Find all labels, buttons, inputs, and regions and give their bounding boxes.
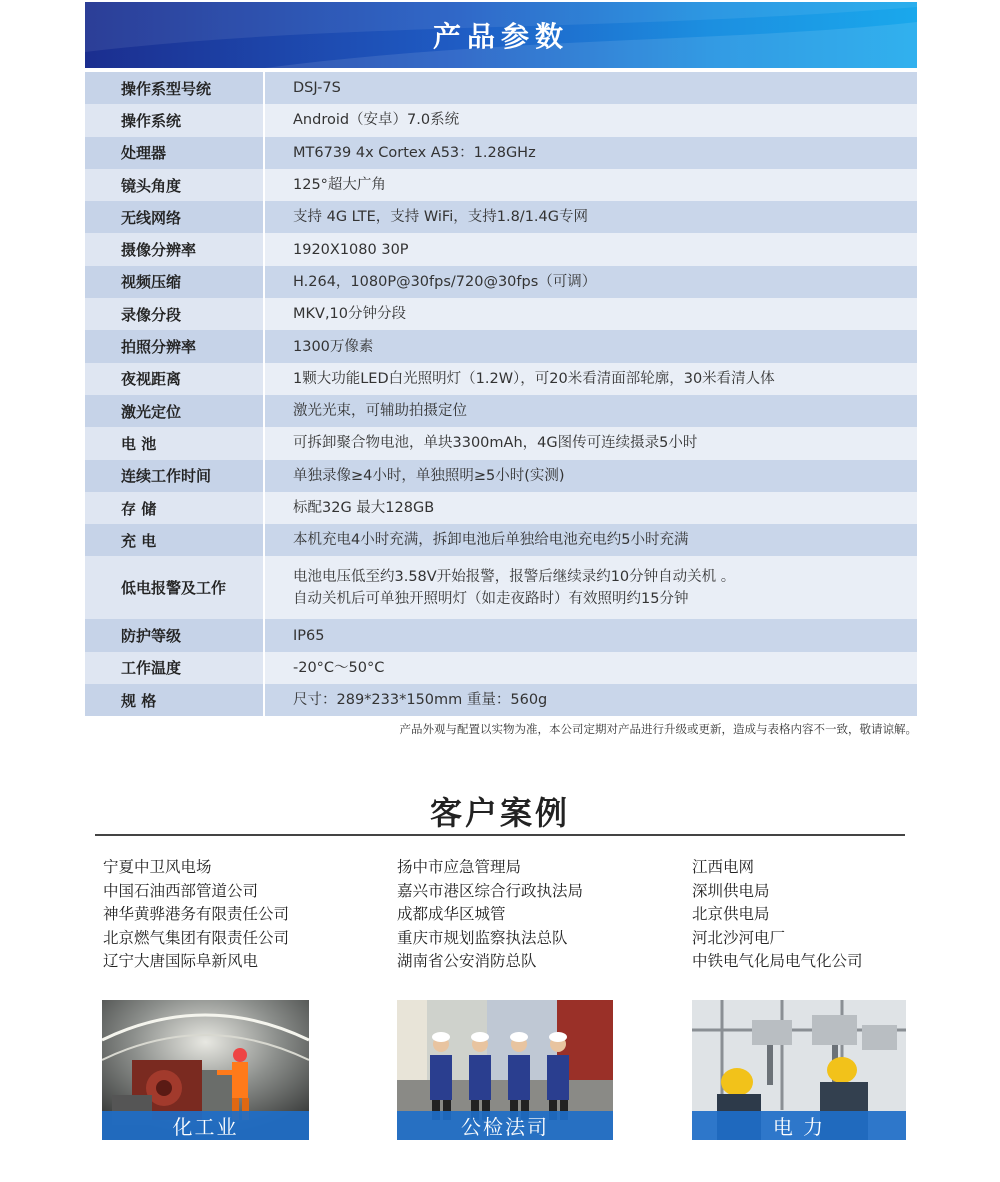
spec-row	[85, 169, 917, 201]
spec-value	[265, 395, 917, 427]
spec-value-line: DSJ-7S	[293, 80, 341, 97]
spec-label: 激光定位	[85, 395, 265, 427]
spec-value	[265, 298, 917, 330]
spec-value	[265, 460, 917, 492]
spec-value	[265, 427, 917, 459]
spec-row	[85, 427, 917, 459]
case-card-law	[397, 1000, 613, 1140]
spec-value-line: MKV,10分钟分段	[293, 306, 406, 323]
spec-value-line: 自动关机后可单独开照明灯（如走夜路时）有效照明约15分钟	[293, 590, 689, 607]
case-item: 中铁电气化局电气化公司	[692, 952, 863, 970]
spec-row	[85, 619, 917, 651]
case-item: 中国石油西部管道公司	[103, 881, 259, 900]
spec-value-line: 单独录像≥4小时，单独照明≥5小时(实测)	[293, 467, 565, 484]
spec-value-line: 尺寸：289*233*150mm 重量：560g	[293, 692, 548, 709]
params-title: 产品参数	[432, 20, 569, 53]
spec-value	[265, 684, 917, 716]
case-item: 扬中市应急管理局	[397, 858, 522, 876]
spec-label: 摄像分辨率	[85, 233, 265, 265]
case-item: 深圳供电局	[692, 881, 770, 900]
spec-label: 防护等级	[85, 619, 265, 651]
case-column-1	[103, 856, 289, 974]
spec-value-line: 1920X1080 30P	[293, 241, 409, 258]
spec-value-line: 1300万像素	[293, 338, 374, 355]
spec-row	[85, 201, 917, 233]
spec-value-line: Android（安卓）7.0系统	[293, 112, 460, 129]
spec-value	[265, 233, 917, 265]
spec-value	[265, 201, 917, 233]
spec-value-line: 可拆卸聚合物电池，单块3300mAh，4G图传可连续摄录5小时	[293, 435, 698, 452]
case-item: 北京燃气集团有限责任公司	[103, 928, 290, 947]
spec-row	[85, 492, 917, 524]
spec-row	[85, 298, 917, 330]
spec-label: 工作温度	[85, 652, 265, 684]
case-card-chemical	[102, 1000, 309, 1140]
cases-divider	[95, 834, 905, 836]
spec-table	[85, 72, 917, 716]
spec-value	[265, 363, 917, 395]
params-header	[85, 2, 917, 68]
spec-value	[265, 137, 917, 169]
spec-value-line: 标配32G 最大128GB	[293, 500, 435, 516]
case-item: 湖南省公安消防总队	[397, 952, 537, 970]
spec-value	[265, 330, 917, 362]
spec-row	[85, 363, 917, 395]
spec-row	[85, 330, 917, 362]
spec-label: 操作系型号统	[85, 72, 265, 104]
spec-value-line: 激光光束，可辅助拍摄定位	[293, 403, 467, 420]
spec-value	[265, 266, 917, 298]
spec-value	[265, 72, 917, 104]
spec-value-line: H.264，1080P@30fps/720@30fps（可调）	[293, 273, 597, 290]
case-item: 北京供电局	[692, 905, 770, 923]
spec-row	[85, 137, 917, 169]
case-item: 江西电网	[692, 858, 755, 876]
spec-label: 低电报警及工作	[85, 556, 265, 619]
spec-row	[85, 652, 917, 684]
spec-label: 无线网络	[85, 201, 265, 233]
case-item: 河北沙河电厂	[692, 928, 786, 947]
spec-row	[85, 684, 917, 716]
spec-row	[85, 460, 917, 492]
case-item: 重庆市规划监察执法总队	[397, 928, 568, 947]
spec-label: 存 储	[85, 492, 265, 524]
case-item: 神华黄骅港务有限责任公司	[103, 905, 290, 923]
spec-value	[265, 652, 917, 684]
spec-value	[265, 524, 917, 556]
cases-title: 客户案例	[429, 794, 570, 832]
spec-value-line: -20°C～50°C	[293, 659, 385, 676]
spec-value-line: 支持 4G LTE，支持 WiFi，支持1.8/1.4G专网	[293, 209, 588, 226]
disclaimer-text: 产品外观与配置以实物为准，本公司定期对产品进行升级或更新，造成与表格内容不一致，敬请谅解。	[399, 722, 917, 736]
spec-label: 连续工作时间	[85, 460, 265, 492]
spec-label: 录像分段	[85, 298, 265, 330]
spec-value	[265, 169, 917, 201]
case-card-caption: 电 力	[692, 1111, 906, 1140]
spec-label: 夜视距离	[85, 363, 265, 395]
spec-value-line: IP65	[293, 627, 325, 644]
spec-value	[265, 104, 917, 136]
spec-row	[85, 556, 917, 619]
spec-value-line: 125°超大广角	[293, 177, 386, 194]
spec-value	[265, 619, 917, 651]
case-item: 宁夏中卫风电场	[103, 858, 212, 876]
case-item: 成都成华区城管	[397, 905, 506, 923]
spec-row	[85, 72, 917, 104]
case-card-power	[692, 1000, 906, 1140]
spec-value	[265, 556, 917, 619]
case-column-3	[692, 856, 863, 974]
spec-row	[85, 104, 917, 136]
spec-label: 视频压缩	[85, 266, 265, 298]
spec-label: 处理器	[85, 137, 265, 169]
spec-label: 规 格	[85, 684, 265, 716]
spec-value-line: 电池电压低至约3.58V开始报警，报警后继续录约10分钟自动关机 。	[293, 568, 736, 585]
spec-row	[85, 266, 917, 298]
spec-label: 拍照分辨率	[85, 330, 265, 362]
spec-row	[85, 233, 917, 265]
spec-label: 充 电	[85, 524, 265, 556]
case-item: 辽宁大唐国际阜新风电	[103, 952, 259, 970]
spec-value-line: MT6739 4x Cortex A53：1.28GHz	[293, 144, 536, 161]
case-card-caption: 公检法司	[397, 1111, 613, 1140]
spec-value-line: 本机充电4小时充满，拆卸电池后单独给电池充电约5小时充满	[293, 532, 689, 549]
spec-label: 镜头角度	[85, 169, 265, 201]
spec-label: 操作系统	[85, 104, 265, 136]
spec-row	[85, 524, 917, 556]
case-item: 嘉兴市港区综合行政执法局	[397, 881, 584, 900]
spec-row	[85, 395, 917, 427]
case-column-2	[397, 856, 583, 974]
spec-value	[265, 492, 917, 524]
case-card-caption: 化工业	[102, 1111, 309, 1140]
spec-value-line: 1颗大功能LED白光照明灯（1.2W），可20米看清面部轮廓，30米看清人体	[293, 370, 775, 387]
spec-label: 电 池	[85, 427, 265, 459]
